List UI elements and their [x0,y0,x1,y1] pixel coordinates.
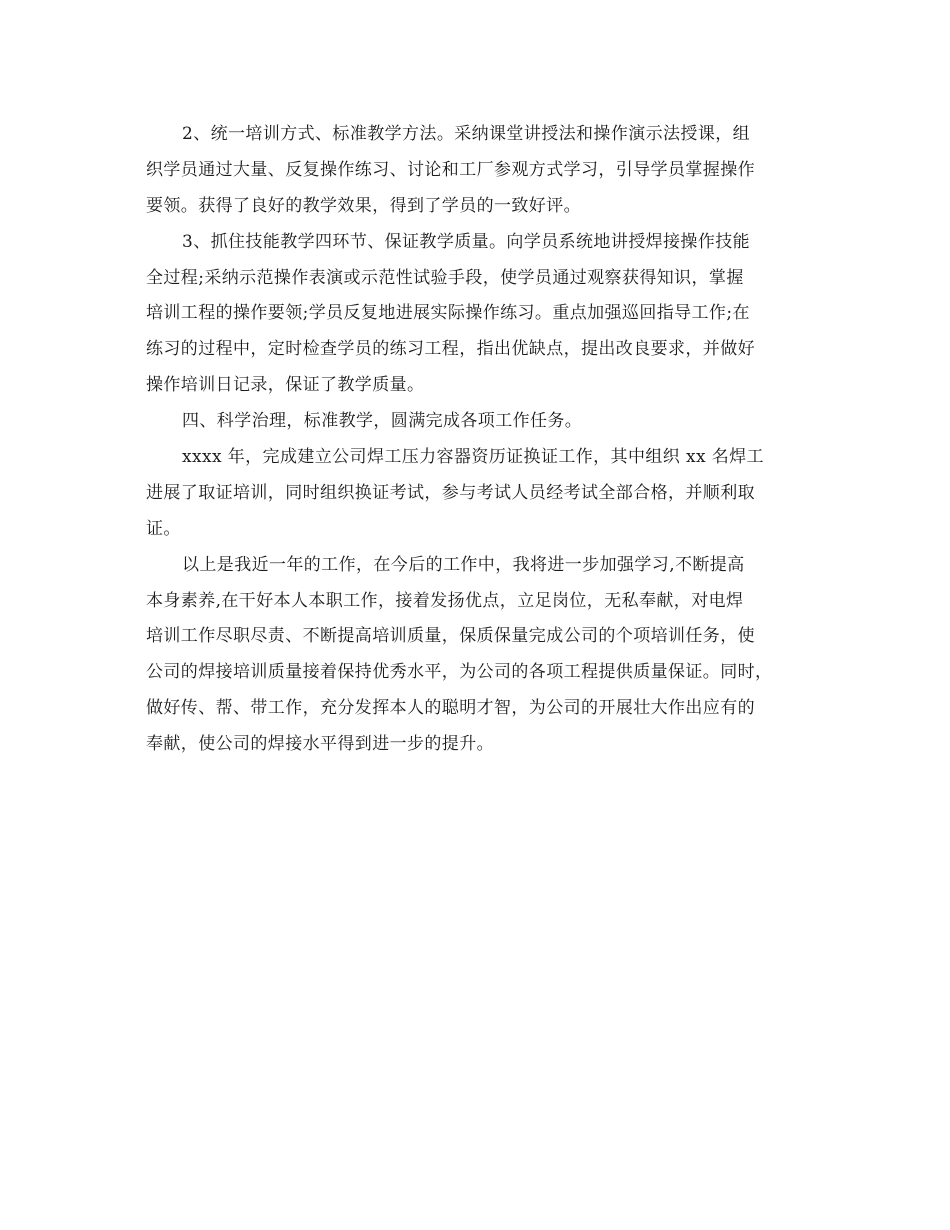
text-line: 练习的过程中，定时检查学员的练习工程，指出优缺点，提出改良要求，并做好 [146,339,755,360]
text-line: 织学员通过大量、反复操作练习、讨论和工厂参观方式学习，引导学员掌握操作 [146,159,755,180]
text-line: 3、抓住技能教学四环节、保证教学质量。向学员系统地讲授焊接操作技能 [182,231,751,252]
text-line: 2、统一培训方式、标准教学方法。采纳课堂讲授法和操作演示法授课，组 [182,124,751,144]
text-line: 要领。获得了良好的教学效果，得到了学员的一致好评。 [146,195,581,216]
text-line: 做好传、帮、带工作，充分发挥本人的聪明才智，为公司的开展壮大作出应有的 [146,698,755,719]
text-line: 本身素养,在干好本人本职工作，接着发扬优点，立足岗位，无私奉献，对电焊 [146,590,744,611]
text-line: 奉献，使公司的焊接水平得到进一步的提升。 [146,734,494,755]
paragraph-section-four-heading [146,404,814,440]
text-line: 以上是我近一年的工作，在今后的工作中，我将进一步加强学习,不断提高 [182,554,745,575]
text-line: 进展了取证培训，同时组织换证考试，参与考试人员经考试全部合格，并顺利取 [146,482,755,503]
text-line: 证。 [146,518,181,539]
paragraph-certification [146,440,814,548]
document-body [146,117,814,763]
section-heading: 四、科学治理，标准教学，圆满完成各项工作任务。 [182,411,583,432]
text-line: 全过程;采纳示范操作表演或示范性试验手段，使学员通过观察获得知识，掌握 [146,267,744,288]
paragraph-unified-training [146,117,814,225]
paragraph-skill-teaching [146,225,814,404]
text-line: 培训工作尽职尽责、不断提高培训质量，保质保量完成公司的个项培训任务，使 [146,626,755,647]
text-line: 公司的焊接培训质量接着保持优秀水平，为公司的各项工程提供质量保证。同时， [146,662,773,683]
text-line: xxxx 年，完成建立公司焊工压力容器资历证换证工作，其中组织 xx 名焊工 [182,447,764,468]
text-line: 操作培训日记录，保证了教学质量。 [146,375,425,396]
paragraph-conclusion [146,548,814,763]
text-line: 培训工程的操作要领;学员反复地进展实际操作练习。重点加强巡回指导工作;在 [146,303,750,324]
